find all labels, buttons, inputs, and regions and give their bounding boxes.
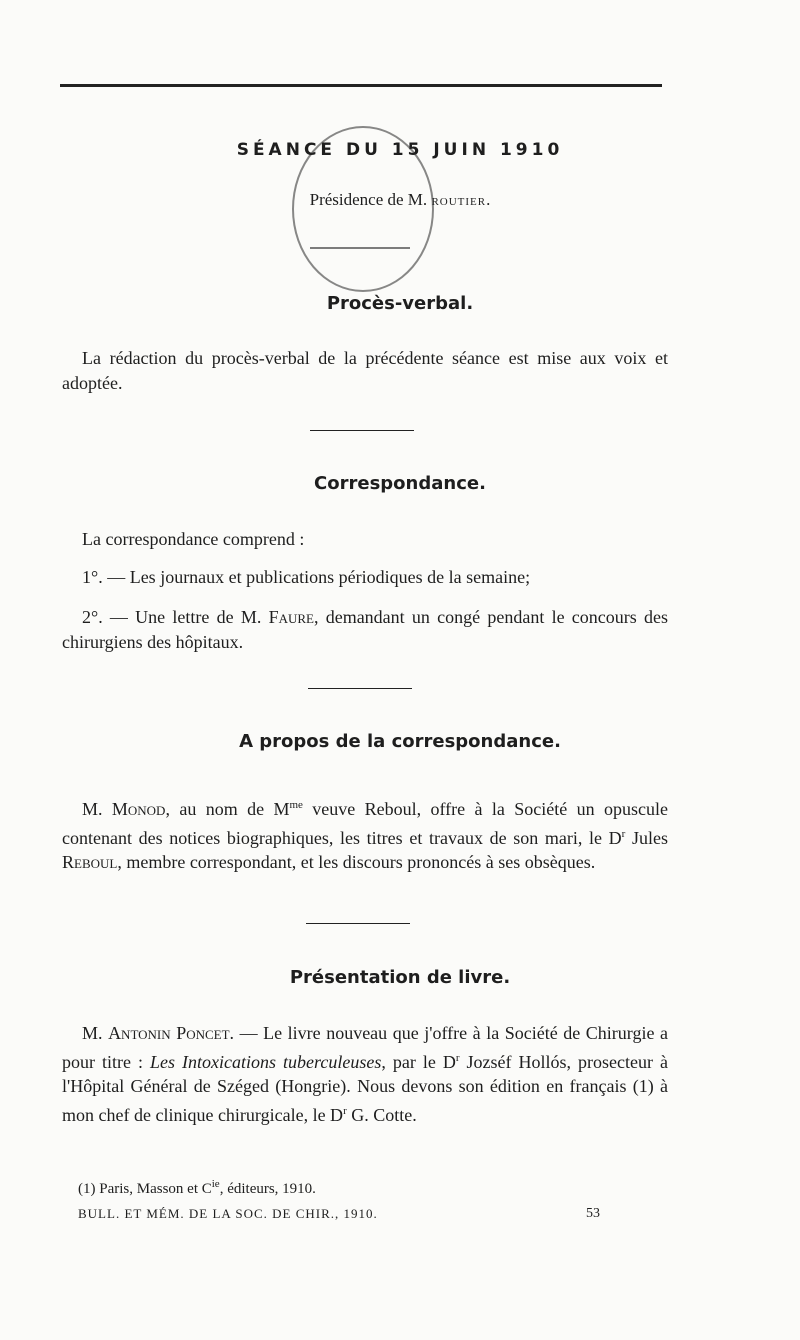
presentation-text-1: M. (82, 1023, 109, 1043)
poncet-name: Antonin Poncet (108, 1023, 230, 1043)
superscript: me (289, 799, 303, 811)
presidence-line (0, 190, 800, 210)
heading-presentation: Présentation de livre. (289, 967, 511, 988)
correspondance-intro (62, 527, 668, 552)
a-propos-text-2: , au nom de M (165, 799, 290, 819)
president-name: ROUTIER (431, 196, 487, 208)
running-footer: BULL. ET MÉM. DE LA SOC. DE CHIR., 1910. (78, 1206, 378, 1221)
correspondance-item-2-suffix: , demandant un congé pendant le concours des chirurgiens des hôpitaux. (62, 607, 668, 652)
correspondance-intro-text: La correspondance comprend : (82, 529, 305, 549)
a-propos-body (62, 793, 668, 875)
seance-title: SÉANCE DU 15 JUIN 1910 (236, 140, 564, 160)
superscript: r (455, 1051, 460, 1064)
monod-name: Monod (111, 799, 166, 819)
page-number: 53 (586, 1206, 600, 1221)
proces-verbal-body (62, 346, 668, 395)
correspondance-item-2-prefix: 2°. — Une lettre de M. (82, 607, 269, 627)
footnote (78, 1178, 316, 1198)
section-divider (306, 923, 410, 924)
a-propos-text-3: veuve Reboul, offre à la Société un opuscule contenant des notices biographiques, les titres et travaux de son mari, le D (62, 799, 668, 848)
section-divider (310, 430, 414, 431)
proces-verbal-text: La rédaction du procès-verbal de la précédente séance est mise aux voix et adoptée. (62, 348, 668, 393)
book-title: Les Intoxications tuberculeuses (150, 1051, 382, 1072)
reboul-name: Reboul (62, 852, 118, 872)
section-divider (308, 688, 412, 689)
correspondance-item-2 (62, 605, 668, 654)
superscript: r (343, 1104, 347, 1117)
heading-proces-verbal: Procès-verbal. (326, 293, 474, 314)
presentation-body (62, 1021, 668, 1127)
correspondance-item-1-text: 1°. — Les journaux et publications périodiques de la semaine; (82, 567, 531, 587)
a-propos-text-1: M. (82, 799, 112, 819)
a-propos-text-4: Jules (625, 827, 668, 848)
presentation-text-4: Jozséf Hollós, prosecteur à l'Hôpital Général de Széged (Hongrie). Nous devons son édition en français (1) à mon chef de clinique chirurgicale, le D (62, 1051, 668, 1125)
top-rule (60, 84, 662, 87)
footnote-text-2: , éditeurs, 1910. (219, 1181, 316, 1197)
faure-name: Faure (268, 607, 314, 627)
correspondance-item-1 (62, 565, 668, 590)
superscript: ie (211, 1178, 220, 1190)
presentation-text-5: G. Cotte. (346, 1104, 417, 1125)
heading-a-propos: A propos de la correspondance. (239, 731, 561, 752)
presentation-text-2: . — Le livre nouveau que j'offre à la Société de Chirurgie a pour titre : (62, 1023, 668, 1072)
presentation-text-3: , par le D (381, 1051, 456, 1072)
presidence-prefix: Présidence de M. (309, 190, 432, 209)
heading-correspondance: Correspondance. (314, 473, 486, 494)
stamp-line (310, 247, 410, 249)
footnote-text-1: (1) Paris, Masson et C (78, 1181, 212, 1197)
presidence-suffix: . (486, 190, 491, 209)
superscript: r (621, 827, 626, 840)
a-propos-text-5: , membre correspondant, et les discours prononcés à ses obsèques. (117, 852, 596, 872)
